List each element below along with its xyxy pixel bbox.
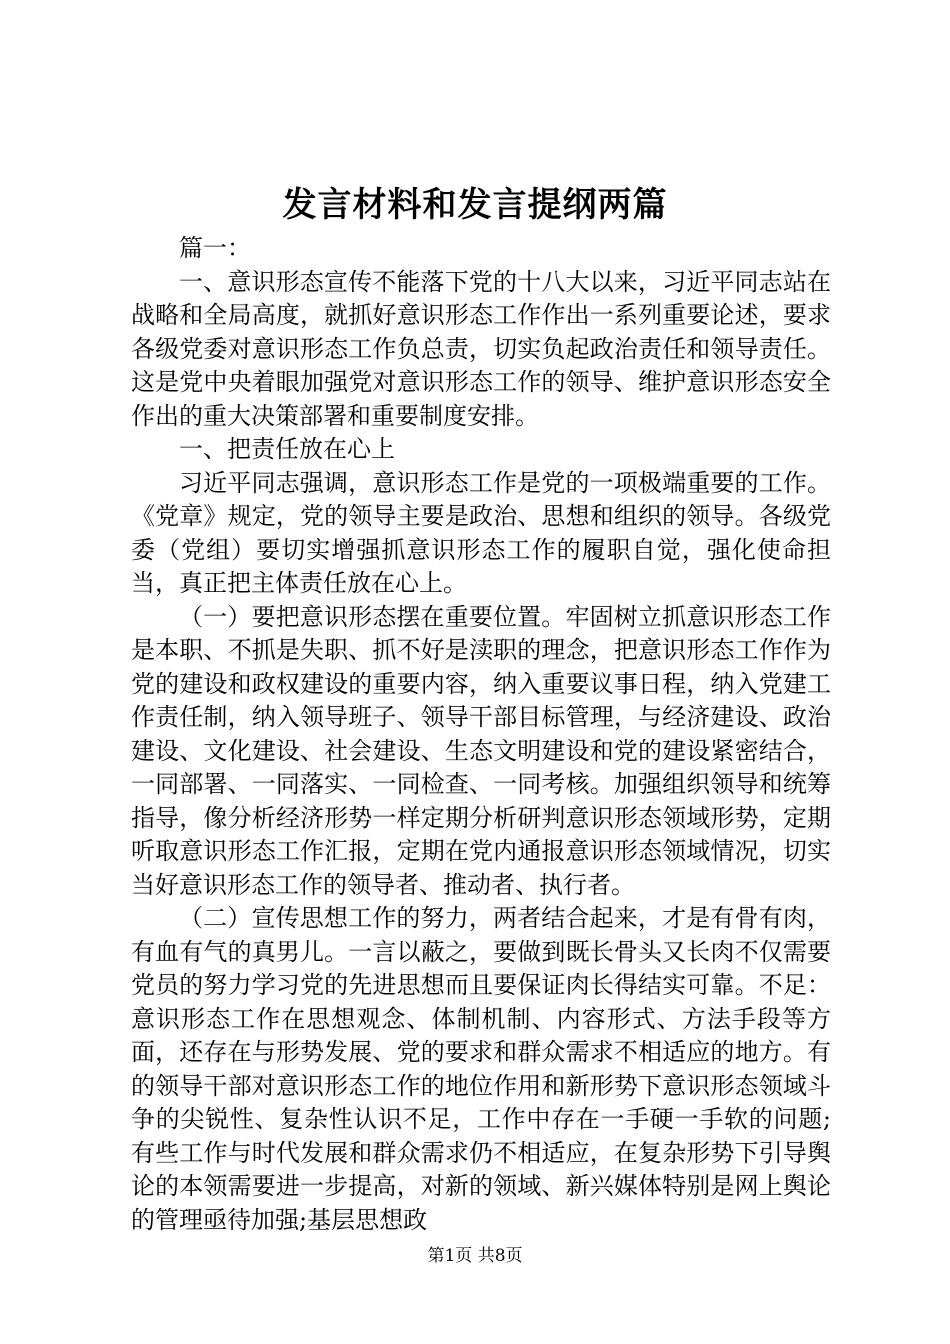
paragraph-responsibility: 习近平同志强调，意识形态工作是党的一项极端重要的工作。《党章》规定，党的领导主要是政治、思想和组织的领导。各级党委（党组）要切实增强抓意识形态工作的履职自觉，强化使命担当，真正把主体责任放在心上。 xyxy=(131,468,831,597)
page-footer: 第1页 共8页 xyxy=(427,1246,523,1266)
paragraph-point-one: （一）要把意识形态摆在重要位置。牢固树立抓意识形态工作是本职、不抓是失职、抓不好是渎职的理念，把意识形态工作作为党的建设和政权建设的重要内容，纳入重要议事日程，纳入党建工作责任制，纳入领导班子、领导干部目标管理，与经济建设、政治建设、文化建设、社会建设、生态文明建设和党的建设紧密结合，一同部署、一同落实、一同检查、一同考核。加强组织领导和统筹指导，像分析经济形势一样定期分析研判意识形态领域形势，定期听取意识形态工作汇报，定期在党内通报意识形态领域情况，切实当好意识形态工作的领导者、推动者、执行者。 xyxy=(131,602,831,899)
paragraph-intro: 一、意识形态宣传不能落下党的十八大以来，习近平同志站在战略和全局高度，就抓好意识形态工作作出一系列重要论述，要求各级党委对意识形态工作负总责，切实负起政治责任和领导责任。这是党中央着眼加强党对意识形态工作的领导、维护意识形态安全作出的重大决策部署和重要制度安排。 xyxy=(131,267,831,430)
document-title: 发言材料和发言提纲两篇 xyxy=(282,185,668,225)
document-body xyxy=(131,232,831,1237)
paragraph-point-two: （二）宣传思想工作的努力，两者结合起来，才是有骨有肉，有血有气的真男儿。一言以蔽之，要做到既长骨头又长肉不仅需要党员的努力学习党的先进思想而且要保证肉长得结实可靠。不足：意识形态工作在思想观念、体制机制、内容形式、方法手段等方面，还存在与形势发展、党的要求和群众需求不相适应的地方。有的领导干部对意识形态工作的地位作用和新形势下意识形态领域斗争的尖锐性、复杂性认识不足，工作中存在一手硬一手软的问题;有些工作与时代发展和群众需求仍不相适应，在复杂形势下引导舆论的本领需要进一步提高，对新的领域、新兴媒体特别是网上舆论的管理亟待加强;基层思想政 xyxy=(131,904,831,1234)
paragraph-heading: 一、把责任放在心上 xyxy=(179,435,395,463)
paragraph-section-label: 篇一： xyxy=(179,234,251,262)
